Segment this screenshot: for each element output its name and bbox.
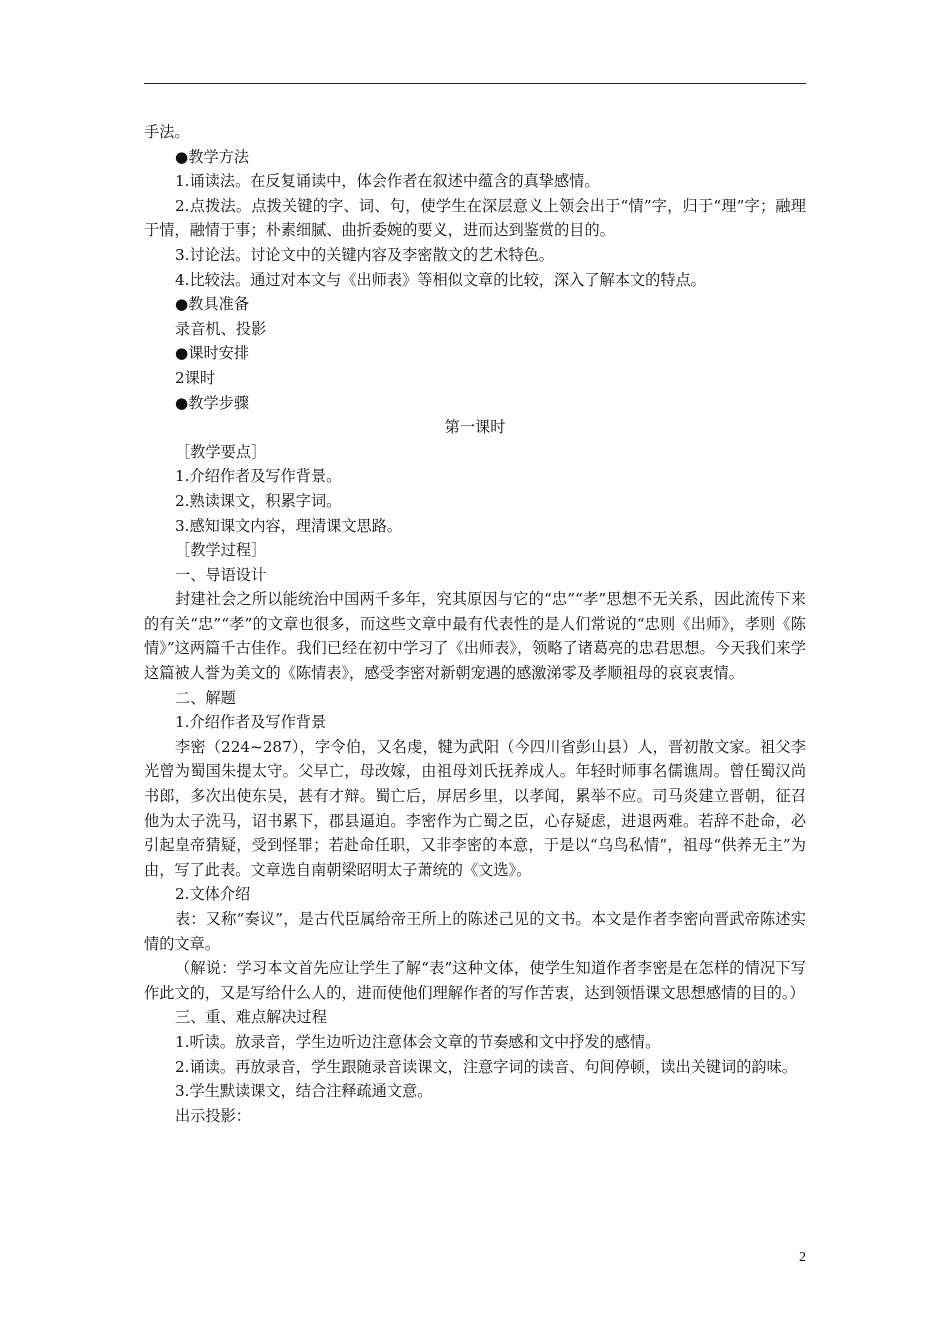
paragraph: 2课时: [175, 368, 216, 387]
paragraph: ●教学方法: [175, 147, 250, 166]
paragraph: 一、导语设计: [175, 565, 267, 584]
paragraph: 3.学生默读课文，结合注释疏通文意。: [175, 1082, 433, 1101]
paragraph: 1.听读。放录音，学生边听边注意体会文章的节奏感和文中抒发的感情。: [175, 1032, 661, 1051]
paragraph: 李密（224~287），字令伯，又名虔，犍为武阳（今四川省彭山县）人，晋初散文家。祖父李光曾为蜀国朱提太守。父早亡，母改嫁，由祖母刘氏抚养成人。年轻时师事名儒谯周。曾任蜀汉尚书郎，多次出使东吴，甚有才辩。蜀亡后，屏居乡里，以孝闻，累举不应。司马炎建立晋朝，征召他为太子洗马，诏书累下，郡县逼迫。李密作为亡蜀之臣，心存疑虑，进退两难。若辞不赴命，必引起皇帝猜疑，受到怪罪；若赴命任职，又非李密的本意，于是以“乌鸟私情”，祖母“供养无主”为由，写了此表。文章选自南朝梁昭明太子萧统的《文选》。: [144, 737, 806, 879]
paragraph: 3.感知课文内容，理清课文思路。: [175, 516, 403, 535]
paragraph: 录音机、投影: [175, 319, 267, 338]
paragraph: 1.介绍作者及写作背景。: [175, 467, 342, 486]
page-number: 2: [799, 1250, 806, 1265]
paragraph: ●课时安排: [175, 344, 250, 363]
paragraph: 手法。: [144, 123, 190, 141]
paragraph: 2.诵读。再放录音，学生跟随录音读课文，注意字词的读音、句间停顿，读出关键词的韵味。: [175, 1057, 797, 1076]
paragraph: 表：又称“奏议”，是古代臣属给帝王所上的陈述己见的文书。本文是作者李密向晋武帝陈述实情的文章。: [144, 910, 806, 953]
paragraph: 2.文体介绍: [175, 885, 251, 904]
paragraph: 出示投影：: [175, 1106, 251, 1125]
header-rule: [144, 83, 806, 84]
paragraph: 2.熟读课文，积累字词。: [175, 491, 342, 510]
paragraph: 4.比较法。通过对本文与《出师表》等相似文章的比较，深入了解本文的特点。: [175, 270, 706, 289]
section-heading: 第一课时: [444, 418, 506, 437]
paragraph: ●教具准备: [175, 295, 250, 314]
paragraph: ［教学过程］: [175, 541, 267, 560]
paragraph: 封建社会之所以能统治中国两千多年，究其原因与它的“忠”“孝”思想不无关系，因此流传下来的有关“忠”“孝”的文章也很多，而这些文章中最有代表性的是人们常说的“忠则《出师》，孝则《陈情》”这两篇千古佳作。我们已经在初中学习了《出师表》，领略了诸葛亮的忠君思想。今天我们来学这篇被人誉为美文的《陈情表》，感受李密对新朝宠遇的感激涕零及孝顺祖母的哀哀衷情。: [144, 590, 806, 683]
document-body: [144, 120, 806, 1128]
paragraph: ●教学步骤: [175, 393, 250, 412]
paragraph: 3.讨论法。讨论文中的关键内容及李密散文的艺术特色。: [175, 245, 554, 264]
paragraph: 2.点拨法。点拨关键的字、词、句，使学生在深层意义上领会出于“情”字，归于“理”字；融理于情，融情于事；朴素细腻、曲折委婉的要义，进而达到鉴赏的目的。: [144, 196, 806, 240]
paragraph: 二、解题: [175, 688, 236, 707]
paragraph: （解说：学习本文首先应让学生了解“表”这种文体，使学生知道作者李密是在怎样的情况下写作此文的，又是写给什么人的，进而使他们理解作者的写作苦衷，达到领悟课文思想感情的目的。）: [144, 959, 806, 1002]
paragraph: 三、重、难点解决过程: [175, 1008, 327, 1027]
paragraph: 1.介绍作者及写作背景: [175, 713, 327, 732]
paragraph: ［教学要点］: [175, 442, 267, 461]
paragraph: 1.诵读法。在反复诵读中，体会作者在叙述中蕴含的真挚感情。: [175, 172, 600, 191]
